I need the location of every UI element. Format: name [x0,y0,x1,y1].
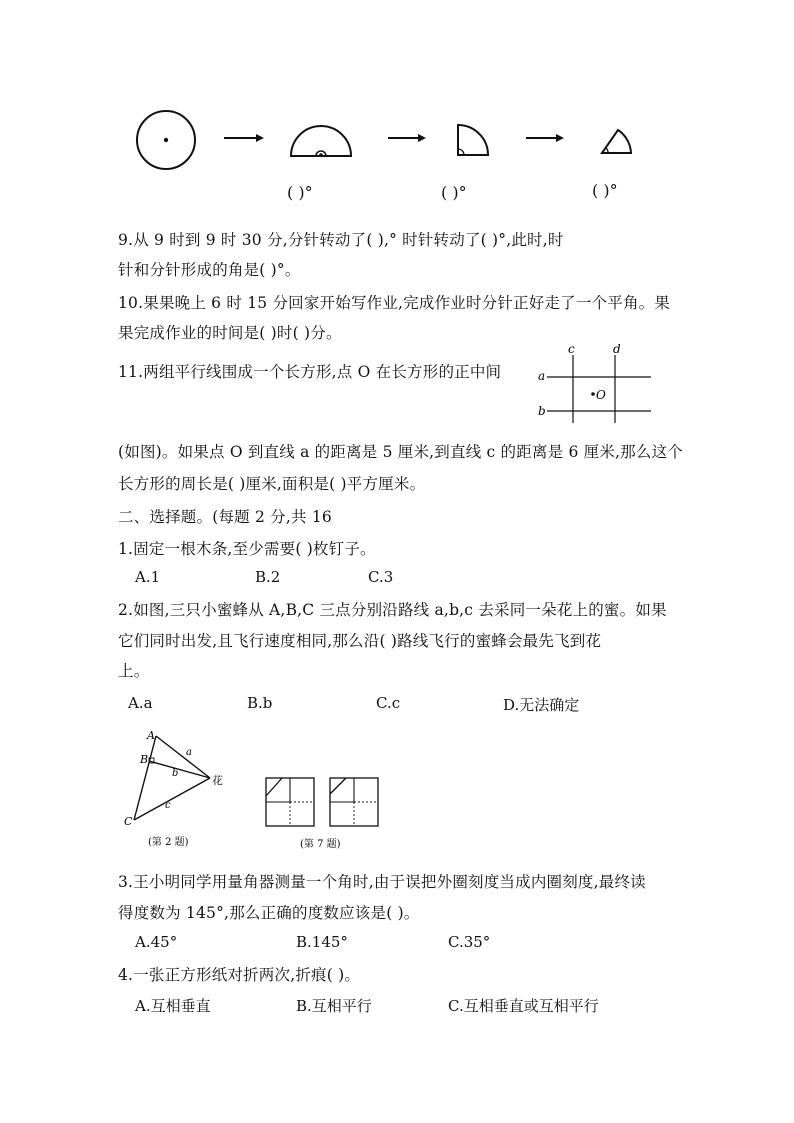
c1-option-a[interactable]: A.1 [135,568,161,586]
label-o: O [596,388,606,402]
full-circle [137,111,195,169]
c2-option-b[interactable]: B.b [247,694,273,712]
folded-square-1 [266,778,314,826]
c1-option-b[interactable]: B.2 [255,568,281,586]
label-b-path: b [172,768,179,779]
q11-line1: 11.两组平行线围成一个长方形,点 O 在长方形的正中间 [118,363,502,381]
answer-blank-1[interactable]: ( )° [287,183,313,202]
section-title: 二、选择题。(每题 2 分,共 16 [118,508,332,526]
arrow-3 [526,134,564,142]
q11-line2: (如图)。如果点 O 到直线 a 的距离是 5 厘米,到直线 c 的距离是 6 厘米,那么这个 [118,443,683,461]
q9-line2: 针和分针形成的角是( )°。 [118,261,301,279]
label-flower: 花 [212,774,223,787]
folded-squares-figure [258,772,428,852]
q10-line2: 果完成作业的时间是( )时( )分。 [118,324,342,342]
c4-option-c[interactable]: C.互相垂直或互相平行 [448,997,599,1015]
c4-question: 4.一张正方形纸对折两次,折痕( )。 [118,966,361,984]
c4-option-b[interactable]: B.互相平行 [296,997,372,1015]
angle-folding-figure [0,100,794,280]
label-B: B [140,753,149,766]
label-c-path: c [165,800,171,811]
label-a-path: a [186,747,192,758]
quarter-circle [458,125,488,155]
folded-square-2 [330,778,378,826]
c3-option-b[interactable]: B.145° [296,933,348,951]
label-A: A [147,729,155,742]
label-c: c [568,342,575,356]
answer-blank-2[interactable]: ( )° [441,183,467,202]
small-sector [602,130,631,153]
c3-line2: 得度数为 145°,那么正确的度数应该是( )。 [118,904,420,922]
bee-paths-figure [118,728,238,853]
q10-line1: 10.果果晚上 6 时 15 分回家开始写作业,完成作业时分针正好走了一个平角。果 [118,294,671,312]
c2-line3: 上。 [118,662,150,680]
c1-option-c[interactable]: C.3 [368,568,394,586]
c2-option-a[interactable]: A.a [128,694,153,712]
label-C: C [124,815,133,828]
q11-line3: 长方形的周长是( )厘米,面积是( )平方厘米。 [118,475,426,493]
label-b: b [538,404,546,418]
c2-option-d[interactable]: D.无法确定 [503,696,580,714]
caption-q2: (第 2 题) [148,837,189,848]
c3-line1: 3.王小明同学用量角器测量一个角时,由于误把外圈刻度当成内圈刻度,最终读 [118,873,646,891]
c3-option-c[interactable]: C.35° [448,933,491,951]
label-a: a [538,369,546,383]
c4-option-a[interactable]: A.互相垂直 [135,997,211,1015]
arrow-2 [388,134,426,142]
label-d: d [613,342,621,356]
arrow-1 [224,134,264,142]
c3-option-a[interactable]: A.45° [135,933,178,951]
parallel-lines-rectangle-figure [533,337,663,427]
answer-blank-3[interactable]: ( )° [592,181,618,200]
c2-option-c[interactable]: C.c [376,694,401,712]
semicircle [291,126,351,157]
q9-line1: 9.从 9 时到 9 时 30 分,分针转动了( ),° 时针转动了( )°,此时,时 [118,231,564,249]
c2-line1: 2.如图,三只小蜜蜂从 A,B,C 三点分别沿路线 a,b,c 去采同一朵花上的蜜。如果 [118,601,667,619]
c1-question: 1.固定一根木条,至少需要( )枚钉子。 [118,540,376,558]
c2-line2: 它们同时出发,且飞行速度相同,那么沿( )路线飞行的蜜蜂会最先飞到花 [118,632,602,650]
caption-q7: (第 7 题) [300,839,341,850]
